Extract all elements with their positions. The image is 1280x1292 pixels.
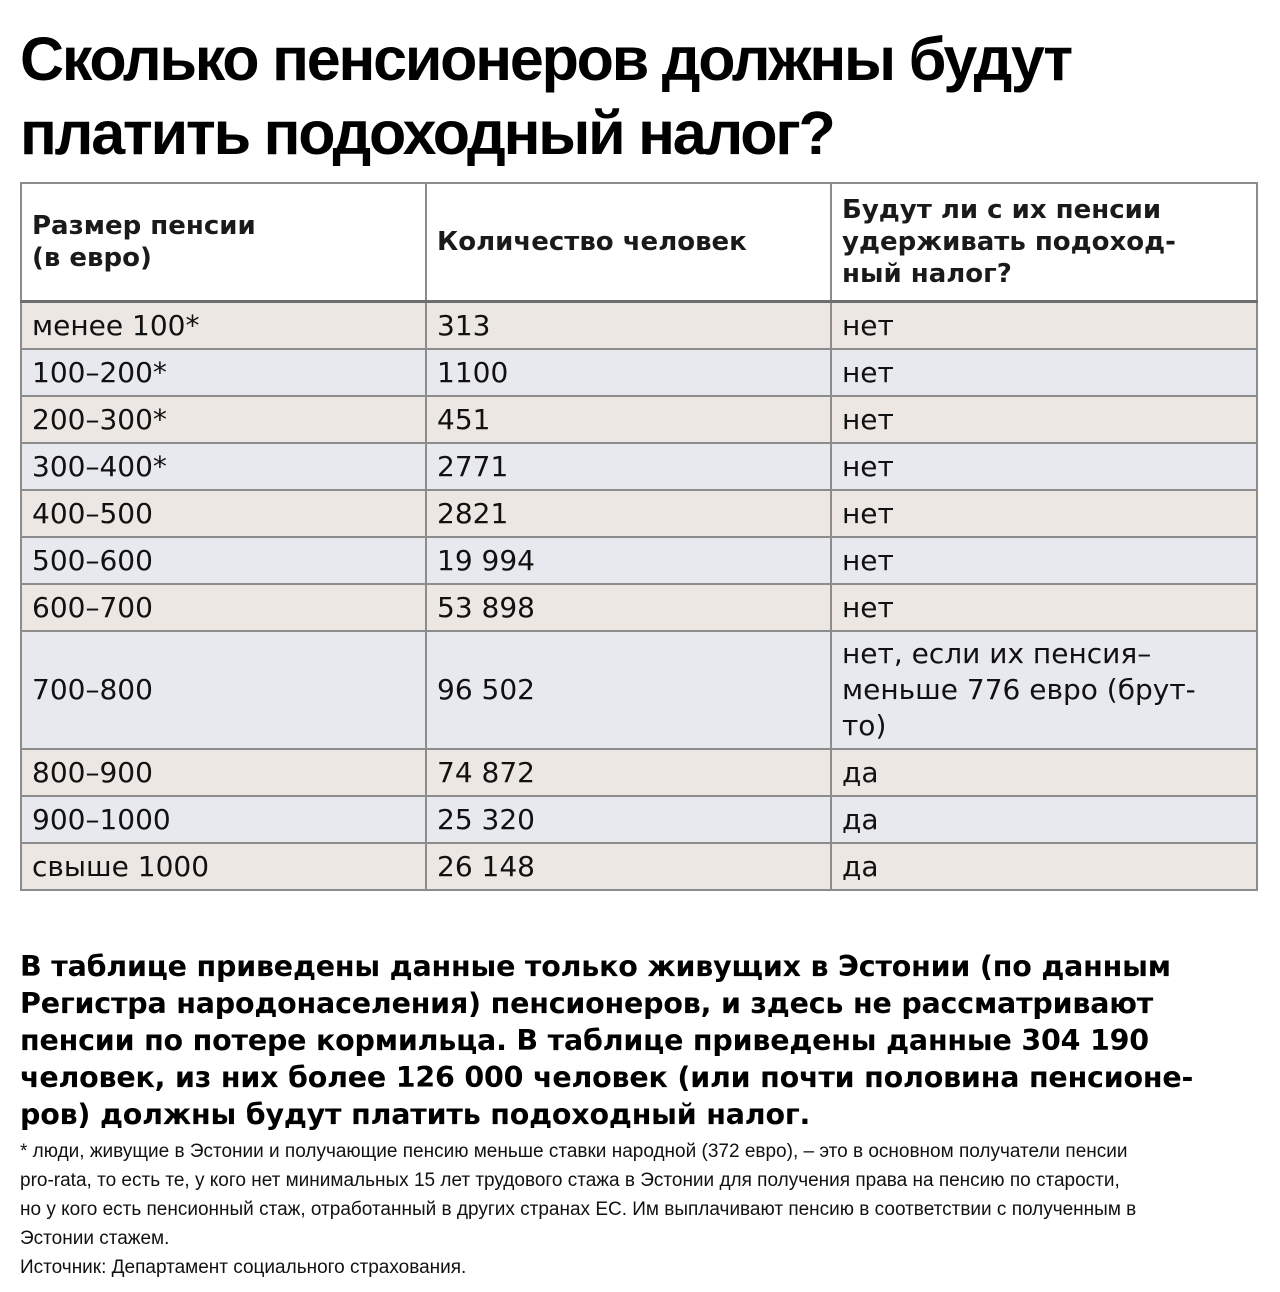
cell-pension-size: 900–1000 [21,796,426,843]
table-row [21,749,1257,796]
header-tax-withheld: Будут ли с их пенсии удерживать подоход- ный налог? [831,183,1257,302]
cell-people-count: 26 148 [426,843,831,890]
cell-tax-withheld: нет [831,584,1257,631]
cell-people-count: 74 872 [426,749,831,796]
pension-tax-table [20,182,1258,891]
cell-people-count: 53 898 [426,584,831,631]
cell-pension-size: 100–200* [21,349,426,396]
table-row [21,349,1257,396]
cell-tax-withheld: нет [831,302,1257,350]
table-row [21,490,1257,537]
cell-tax-withheld: нет [831,490,1257,537]
cell-pension-size: 300–400* [21,443,426,490]
table-header-row [21,183,1257,302]
cell-pension-size: 800–900 [21,749,426,796]
cell-pension-size: 600–700 [21,584,426,631]
cell-tax-withheld: да [831,843,1257,890]
cell-people-count: 19 994 [426,537,831,584]
cell-tax-withheld: нет [831,537,1257,584]
cell-people-count: 96 502 [426,631,831,749]
cell-people-count: 313 [426,302,831,350]
table-row [21,584,1257,631]
cell-people-count: 2821 [426,490,831,537]
header-people-count: Количество человек [426,183,831,302]
header-pension-size: Размер пенсии (в евро) [21,183,426,302]
cell-tax-withheld: нет [831,396,1257,443]
cell-tax-withheld: нет [831,443,1257,490]
table-row [21,796,1257,843]
table-row [21,396,1257,443]
cell-pension-size: 400–500 [21,490,426,537]
cell-tax-withheld: да [831,796,1257,843]
cell-pension-size: 200–300* [21,396,426,443]
table-row [21,843,1257,890]
table-row [21,443,1257,490]
table-row [21,302,1257,350]
cell-pension-size: свыше 1000 [21,843,426,890]
summary-note: В таблице приведены данные только живущих в Эстонии (по данным Регистра народонаселения) пенсионеров, и здесь не рассматривают пенсии по потере кормильца. В таблице приведены данные 304 190 человек, из них более 126 000 человек (или почти половина пенсионе- ров) должны будут платить подоходный налог. [20,950,1194,1131]
table-row [21,631,1257,749]
cell-tax-withheld: да [831,749,1257,796]
cell-tax-withheld: нет [831,349,1257,396]
cell-pension-size: 700–800 [21,631,426,749]
cell-pension-size: 500–600 [21,537,426,584]
cell-people-count: 25 320 [426,796,831,843]
cell-pension-size: менее 100* [21,302,426,350]
footnote: * люди, живущие в Эстонии и получающие пенсию меньше ставки народной (372 евро), – это в основном получатели пенсии pro-rata, то есть те, у кого нет минимальных 15 лет трудового стажа в Эстонии для получения права на пенсию по старости, но у кого есть пенсионный стаж, отработанный в других странах ЕС. Им выплачивают пенсию в соответствии с полученным в Эстонии стажем. [20,1141,1137,1249]
page-title: Сколько пенсионеров должны будут платить подоходный налог? [20,25,1071,167]
cell-tax-withheld: нет, если их пенсия– меньше 776 евро (брут- то) [831,631,1257,749]
cell-people-count: 2771 [426,443,831,490]
cell-people-count: 1100 [426,349,831,396]
source-line: Источник: Департамент социального страхования. [20,1257,467,1278]
table-row [21,537,1257,584]
cell-people-count: 451 [426,396,831,443]
